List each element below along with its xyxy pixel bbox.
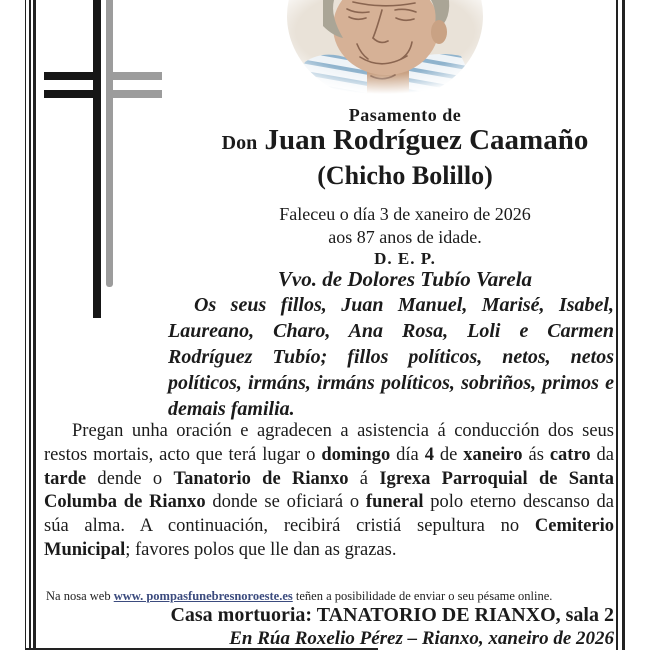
right-border-line [616,0,618,650]
cross-arm-black [44,72,101,80]
relict-line: Vvo. de Dolores Tubío Varela [277,267,533,291]
left-border-line [25,0,26,650]
cross-vertical-gray [106,0,114,287]
announcement-paragraph: Pregan unha oración e agradecen a asistencia á conducción dos seus restos mortais, acto que terá lugar o domingo día 4 de xaneiro ás catro da tarde dende o Tanatorio de Rianxo á Igrexa Parroquial de Santa Columba de Rianxo donde se oficiará o funeral polo eterno descanso da súa alma. A continuación, recibirá cristiá sepultura no Cemiterio Municipal; favores polos que lle dan as grazas. [44,421,614,560]
mortuary-line: Casa mortuoria: TANATORIO DE RIANXO, sala 2 [170,604,614,626]
deceased-name-line [180,124,630,157]
cross-vertical-black [93,0,101,318]
cross-arm-gray [108,72,162,80]
dep-line: D. E. P. [374,249,436,268]
deceased-name: Juan Rodríguez Caamaño [264,124,589,156]
deceased-nickname: (Chicho Bolillo) [317,161,493,190]
left-border-line [29,0,31,650]
web-notice-line: Na nosa web www. pompasfunebresnoroeste.es teñen a posibilidade de enviar o seu pésame online. [46,589,553,603]
pesame-website-link[interactable]: www. pompasfunebresnoroeste.es [113,589,293,603]
right-border-line [622,0,625,650]
left-border-line [33,0,36,650]
honorific: Don [221,132,258,154]
deceased-photo [283,0,487,98]
place-date-line: En Rúa Roxelio Pérez – Rianxo, xaneiro de 2026 [229,628,614,649]
cross-arm-gray [108,90,162,98]
age-line: aos 87 anos de idade. [328,227,482,247]
death-date-line: Faleceu o día 3 de xaneiro de 2026 [279,204,531,224]
family-paragraph: Os seus fillos, Juan Manuel, Marisé, Isabel, Laureano, Charo, Ana Rosa, Loli e Carmen Rodríguez Tubío; fillos políticos, netos, netos políticos, irmáns, irmáns políticos, sobriños, primos e demais familia. [168,294,614,420]
cross-arm-black [44,90,99,98]
pasamento-heading: Pasamento de [348,105,462,125]
